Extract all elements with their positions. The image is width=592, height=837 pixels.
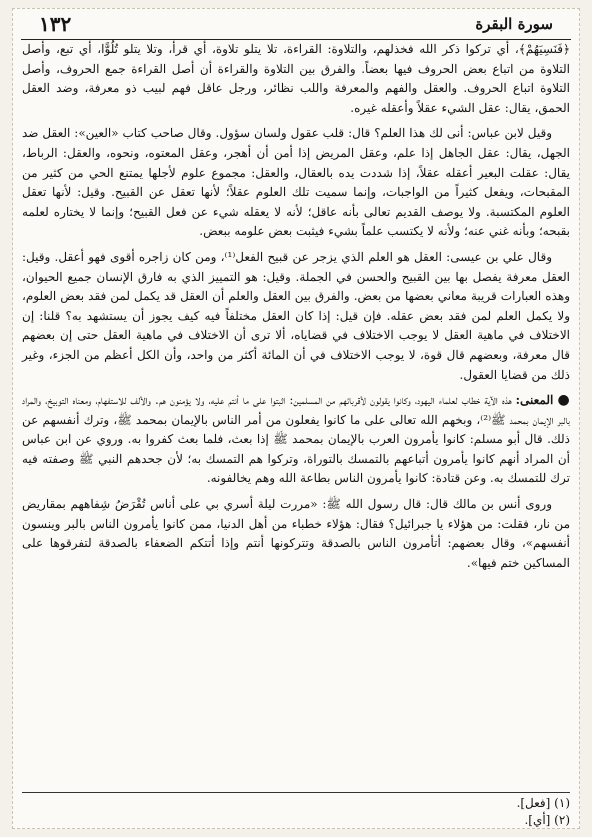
page-number: ١٣٢ — [39, 12, 72, 36]
meaning-paragraph — [22, 391, 570, 489]
paragraph-3: وقال علي بن عيسى: العقل هو العلم الذي يزجر عن قبيح الفعل⁽¹⁾، ومن كان زاجره أقوى فهو أعقل. وقيل: العقل معرفة يفصل بها بين القبيح والحسن في الجملة. وقيل: هو التمييز الذي به فارق الإنسان جميع الحيوان، وهذه العبارات قريبة معاني بعضها من بعض. والفرق بين العقل والعلم أن العقل قد يكمل لمن فقد بعض العلوم، ولا يكمل العلم لمن فقد بعض عقله. فإن قيل: إذا كان العقل مختلفاً فيه كيف يجوز أن يستشهد به؟ قلنا: إن الاختلاف في ماهية العقل لا يوجب الاختلاف في قضاياه، ألا ترى أن الاختلاف في ماهية العقل حتى إن بعضهم قال معرفة، وبعضهم قال قوة، لا يوجب الاختلاف في أن المائة أكثر من واحد، وأن الكل أعظم من الجزء، وغير ذلك من قضايا العقول. — [22, 249, 570, 382]
page-header — [21, 9, 571, 40]
meaning-label: المعنى: — [515, 393, 554, 408]
paragraph-2: وقيل لابن عباس: أنى لك هذا العلم؟ قال: قلب عقول ولسان سؤول. وقال صاحب كتاب «العين»: العقل ضد الجهل، يقال: عقل الجاهل إذا علم، وعقل المريض إذا أمن أن أهجر، وعقل المعتوه، ونحوه، والعقل: الرباط، يقال: عقلت البعير أعقله عقلاً، إذا شددت يده بالعقال، والعقل: مجموع علوم لأجلها يمتنع الحي من كثير من المقبحات، ويفعل كثيراً من الواجبات، وإنما سميت تلك العلوم عقلاً؛ لأنها تعقل عن القبيح. وقيل: لأنها تعقل العلوم المكتسبة. ولا يوصف القديم تعالى بأنه عاقل؛ لأنه لا يعقله شيء عن فعل القبيح؛ وإنما لا يختاره لعلمه بقبحه؛ وبأنه غني عنه؛ ولأنه لا يكتسب علماً بشيء فيثبت بعض علومه ببعض. — [22, 126, 570, 239]
footnote-1: (١) [فعل]. — [516, 796, 570, 810]
hadith-paragraph: وروى أنس بن مالك قال: قال رسول الله ﷺ: «مررت ليلة أسري بي على أناس تُقْرَضُ شِفاههم بمقاريض من نار، فقلت: من هؤلاء يا جبرائيل؟ فقال: هؤلاء خطباء من أهل الدنيا، ممن كانوا يأمرون الناس بالبر وينسون أنفسهم»، وقال بعضهم: أتأمرون الناس بالصدقة وتتركونها أنتم وإذا أتتكم الضعفاء بالصدقة لتفرقوها على المساكين ختم فيها». — [22, 497, 570, 570]
surah-title: سورة البقرة — [475, 15, 553, 33]
meaning-text: هذه الآية خطاب لعلماء اليهود، وكانوا يقولون لأقربائهم من المسلمين: اثبتوا على ما أنتم عليه، ولا يؤمنون هم. والألف للاستفهام، ومعناه التوبيخ، والمراد بالبر الإيمان بمحمد ﷺ⁽²⁾، وبخهم الله تعالى على ما كانوا يفعلون من أمر الناس بالإيمان بمحمد ﷺ، وترك أنفسهم عن ذلك. قال أبو مسلم: كانوا يأمرون العرب بالإيمان بمحمد ﷺ إذا بعث، فلما بعث كفروا به. وروي عن ابن عباس أن المراد أنهم كانوا يأمرون أتباعهم بالتمسك بالتوراة، وتركوا هم التمسك به؛ لأن جحدهم النبي ﷺ وصفته فيه ترك للتمسك به. وعن قتادة: كانوا يأمرون الناس بطاعة الله وهم يخالفونه. — [22, 393, 570, 486]
page-body — [22, 40, 570, 579]
footnotes — [22, 792, 570, 829]
paragraph-1: ﴿فَنَسِيَهُمْ﴾، أي تركوا ذكر الله فخذلهم، والتلاوة: القراءة، تلا يتلو تلاوة، أي قرأ، وتلا يتلو تُلُوًّا، أي تبع، وأصل التلاوة من اتباع بعض الحروف فيها بعضاً. والفرق بين التلاوة والقراءة أن أصل القراءة جمع الحروف، وأصل التلاوة اتباع الحروف. والعقل والفهم والمعرفة واللب نظائر، ورجل عاقل فهم لبيب ذو معرفة، وضد العقل الحمق، يقال: عقل الشيء عقلاً وأعقله غيره. — [22, 42, 570, 115]
bullet-icon: ● — [557, 392, 570, 409]
footnote-2: (٢) [أي]. — [524, 813, 570, 827]
